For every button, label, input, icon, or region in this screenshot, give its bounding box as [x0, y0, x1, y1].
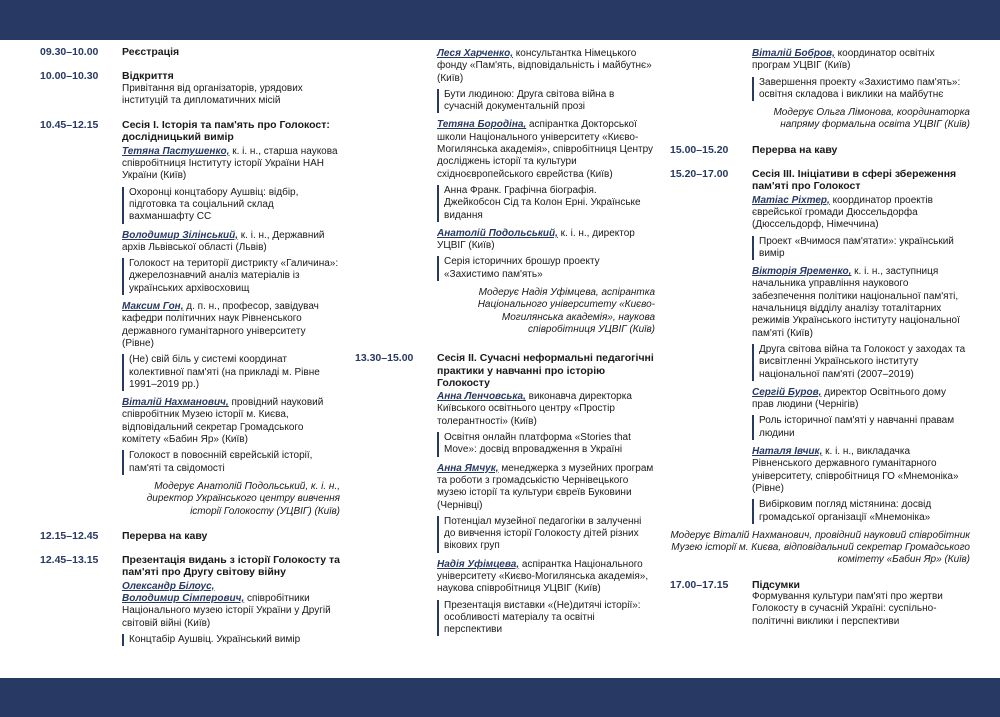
- speaker: [437, 228, 655, 253]
- speaker-affiliation: к. і. н., викладачка Рівненського державного гуманітарного університету, співробітниця ГО «Мнемоніка» (Рівне): [752, 446, 959, 494]
- speaker-affiliation: консультантка Німецького фонду «Пам'ять, відповідальність і майбутнє» (Київ): [437, 48, 652, 84]
- time-slot: 10.00–10.30: [40, 70, 99, 83]
- time-slot: 15.00–15.20: [670, 143, 729, 156]
- speaker-name: Віталій Бобров,: [752, 48, 835, 59]
- agenda-row: [670, 168, 970, 524]
- speaker-name: Наталя Івчик,: [752, 446, 823, 458]
- agenda-row: [40, 46, 340, 58]
- speaker-affiliation: координатор освітніх програм УЦВІГ (Київ): [752, 48, 935, 72]
- speaker-name: Віталій Нахманович,: [122, 397, 229, 409]
- speaker-affiliation: аспірантка Докторської школи Національного університету «Києво-Могилянська академія», співробітниця Центру досліджень історії та культури східноєвропейського єврейства (Київ): [437, 119, 654, 180]
- time-slot: 10.45–12.15: [40, 119, 99, 132]
- talk-title: Голокост в повоєнній єврейській історії, пам'яті та свідомості: [122, 450, 340, 475]
- session-title: Реєстрація: [122, 46, 180, 58]
- speaker-name: Матіас Ріхтер,: [752, 194, 830, 206]
- session-title: Підсумки: [752, 578, 801, 591]
- speaker: [752, 195, 970, 232]
- talk-title: Серія історичних брошур проекту «Захистимо пам'ять»: [437, 256, 655, 281]
- speaker-affiliation: координатор проектів єврейської громади Дюссельдорфа (Дюссельдорф, Німеччина): [752, 194, 933, 231]
- speaker: [437, 463, 655, 512]
- talk-title: Роль історичної пам'яті у навчанні правам людини: [752, 415, 970, 440]
- speaker-name: Максим Гон,: [122, 301, 184, 313]
- speaker-name: Анатолій Подольський,: [437, 227, 558, 239]
- speaker: [122, 581, 340, 630]
- speaker-name: Володимир Зілінський,: [122, 229, 239, 241]
- talk-title: Завершення проекту «Захистимо пам'ять»: освітня складова і виклики на майбутнє: [752, 77, 970, 102]
- speaker-name: Тетяна Пастушенко,: [122, 145, 230, 157]
- session-title: Презентація видань з історії Голокосту та пам'яті про Другу світову війну: [122, 554, 341, 579]
- talk-title: (Не) свій біль у системі координат колективної пам'яті (на прикладі м. Рівне 1991–2019 рр.): [122, 354, 340, 391]
- top-band: [0, 0, 1000, 40]
- speaker-affiliation: співробітники Національного музею історії України у Другій світовій війні (Київ): [122, 592, 331, 629]
- talk-title: Презентація виставки «(Не)дитячі історії»: особливості матеріалу та освітні перспективи: [437, 600, 655, 637]
- talk-title: Проект «Вчимося пам'ятати»: український вимір: [752, 236, 970, 261]
- session-title: Сесія І. Історія та пам'ять про Голокост: дослідницький вимір: [122, 119, 330, 144]
- speaker-name: Анна Ямчук,: [437, 462, 499, 474]
- speaker: [437, 48, 655, 85]
- moderator-note: Модерує Анатолій Подольський, к. і. н., директор Українського центру вивчення історії Голокосту (УЦВІГ) (Київ): [146, 480, 340, 517]
- speaker-name: Анна Ленчовська,: [437, 391, 526, 403]
- speaker: [437, 559, 655, 596]
- talk-title: Концтабір Аушвіц. Український вимір: [122, 634, 340, 646]
- agenda-row: [670, 144, 970, 156]
- moderator-note: Модерує Віталій Нахманович, провідний науковий співробітник Музею історії м. Києва, відповідальний секретар Громадського комітету «Бабин Яр» (Київ): [670, 529, 970, 566]
- column-3: [670, 46, 970, 628]
- session-title: Відкриття: [122, 70, 174, 83]
- time-slot: 09.30–10.00: [40, 46, 99, 58]
- agenda-row: [670, 579, 970, 628]
- speaker-affiliation: к. і. н., заступниця начальника управління наукового забезпечення політики національної пам'яті, начальниця відділу аналізу тоталітарних режимів Українського інституту національної пам'яті (Київ): [752, 266, 960, 339]
- speaker: [122, 230, 340, 255]
- time-slot: 17.00–17.15: [670, 578, 729, 591]
- speaker-name: Вікторія Яременко,: [752, 266, 852, 278]
- column-2: [355, 46, 655, 642]
- speaker-name: Олександр Білоус,: [122, 580, 215, 592]
- column-1: [40, 46, 340, 652]
- speaker: [122, 397, 340, 446]
- speaker-name: Володимир Сімперович,: [122, 592, 245, 604]
- speaker: [122, 146, 340, 183]
- talk-title: Друга світова війна та Голокост у заходах та висвітленні Українського інституту національної пам'яті (2007–2019): [752, 344, 970, 381]
- talk-title: Вибірковим погляд містянина: досвід громадської організації «Мнемоніка»: [752, 499, 970, 524]
- speaker-affiliation: директор Освітнього дому прав людини (Чернігів): [752, 386, 946, 411]
- speaker-name: Надія Уфімцева,: [437, 558, 520, 570]
- agenda-row: [40, 70, 340, 107]
- talk-title: Голокост на території дистрикту «Галичина»: джерелознавчий аналіз матеріалів із українських архівосховищ: [122, 258, 340, 295]
- speaker-affiliation: д. п. н., професор, завідувач кафедри політичних наук Рівненського державного гуманітарного університету (Рівне): [122, 301, 319, 349]
- speaker-name: Сергій Буров,: [752, 386, 822, 398]
- speaker: [752, 48, 970, 73]
- time-slot: 12.45–13.15: [40, 554, 99, 567]
- speaker-affiliation: виконавча директорка Київського освітнього центру «Простір толерантності» (Київ): [437, 391, 632, 427]
- speaker-name: Тетяна Бородіна,: [437, 119, 527, 131]
- speaker-affiliation: менеджерка з музейних програм та роботи з громадськістю Чернівецького музею історії та культури євреїв Буковини (Чернівці): [437, 462, 654, 511]
- session-text: Привітання від організаторів, урядових інституцій та дипломатичних місій: [122, 82, 303, 106]
- agenda-row: [40, 554, 340, 646]
- speaker: [437, 119, 655, 180]
- session-text: Формування культури пам'яті про жертви Голокосту в сучасній Україні: суспільно-політичні виклики і перспективи: [752, 590, 943, 627]
- session-title: Перерва на каву: [122, 529, 208, 542]
- talk-title: Бути людиною: Друга світова війна в сучасній документальній прозі: [437, 89, 655, 114]
- bottom-band: [0, 678, 1000, 717]
- talk-title: Освітня онлайн платформа «Stories that Move»: досвід впровадження в Україні: [437, 432, 655, 457]
- time-slot: 15.20–17.00: [670, 168, 729, 181]
- agenda-row: [355, 352, 655, 636]
- moderator-note: Модерує Надія Уфімцева, аспірантка Національного університету «Києво-Могилянська академія», наукова співробітниця УЦВІГ (Київ): [477, 287, 655, 335]
- session-title: Сесія ІІ. Сучасні неформальні педагогічні практики у навчанні про історію Голокосту: [437, 352, 654, 389]
- session-title: Перерва на каву: [752, 143, 838, 156]
- agenda-row: [40, 530, 340, 542]
- time-slot: 13.30–15.00: [355, 352, 414, 365]
- session-title: Сесія ІІІ. Ініціативи в сфері збереження пам'яті про Голокост: [752, 168, 957, 193]
- speaker-name: Леся Харченко,: [437, 48, 514, 59]
- talk-title: Анна Франк. Графічна біографія. Джейкобсон Сід та Колон Ерні. Українське видання: [437, 185, 655, 222]
- speaker-affiliation: к. і. н., директор УЦВІГ (Київ): [437, 227, 635, 252]
- talk-title: Охоронці концтабору Аушвіц: відбір, підготовка та соціальний склад вахманшафту СС: [122, 187, 340, 224]
- talk-title: Потенціал музейної педагогіки в залученні до вивчення історії Голокосту дітей різних вікових груп: [437, 516, 655, 553]
- speaker: [122, 301, 340, 350]
- moderator-note: Модерує Ольга Лімонова, координаторка напряму формальна освіта УЦВІГ (Київ): [773, 107, 970, 131]
- agenda-row: [40, 119, 340, 518]
- speaker-affiliation: аспірантка Національного університету «Києво-Могилянська академія», наукова співробітниця УЦВІГ (Київ): [437, 558, 649, 595]
- speaker: [752, 266, 970, 340]
- speaker: [437, 391, 655, 428]
- speaker-affiliation: провідний науковий співробітник Музею історії м. Києва, відповідальний секретар Громадського комітету «Бабин Яр» (Київ): [122, 397, 324, 446]
- speaker-affiliation: к. і. н., старша наукова співробітниця Інституту історії України НАН України (Київ): [122, 145, 338, 182]
- speaker-affiliation: к. і. н., Державний архів Львівської області (Львів): [122, 229, 325, 253]
- speaker: [752, 387, 970, 412]
- time-slot: 12.15–12.45: [40, 529, 99, 542]
- speaker: [752, 446, 970, 495]
